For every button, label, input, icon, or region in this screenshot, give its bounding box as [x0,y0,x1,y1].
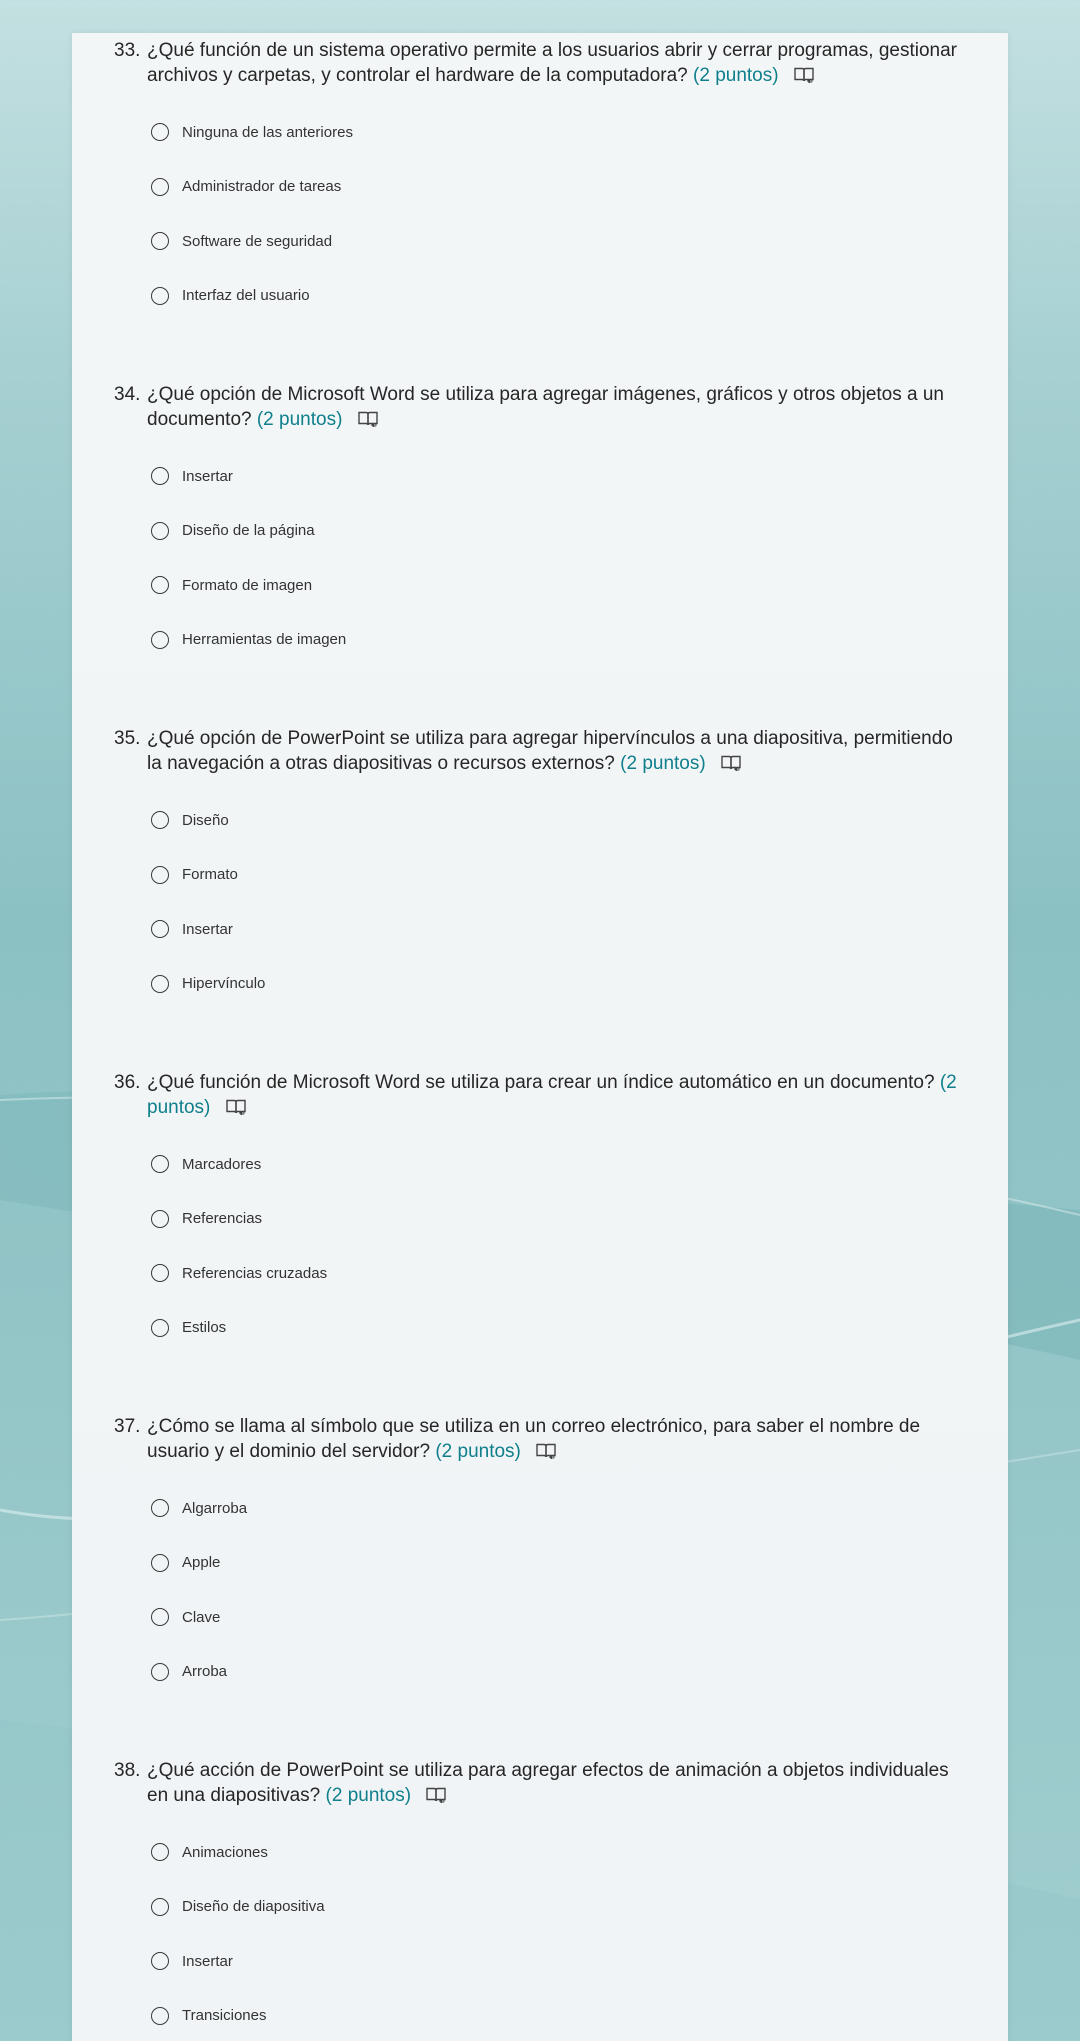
question-37 [72,1414,1008,1699]
option[interactable] [72,160,1008,215]
radio-button[interactable] [151,1210,169,1228]
option-label: Diseño [182,811,229,829]
option[interactable] [72,105,1008,160]
option[interactable] [72,1246,1008,1301]
option-label: Marcadores [182,1155,262,1173]
immersive-reader-icon[interactable] [794,66,814,91]
immersive-reader-icon[interactable] [536,1442,556,1467]
option-label: Interfaz del usuario [182,287,310,305]
radio-button[interactable] [151,1155,169,1173]
question-text: ¿Qué función de un sistema operativo permite a los usuarios abrir y cerrar programas, gestionar archivos y carpetas, y controlar el hardware de la computadora? [147,40,957,86]
radio-button[interactable] [151,1952,169,1970]
question-text: ¿Qué función de Microsoft Word se utiliza para crear un índice automático en un documento? [147,1072,935,1093]
option-label: Estilos [182,1319,227,1337]
question-number: 35. [114,728,141,749]
radio-button[interactable] [151,631,169,649]
question-number: 34. [114,384,141,405]
option[interactable] [72,1645,1008,1700]
question-text: ¿Qué opción de Microsoft Word se utiliza para agregar imágenes, gráficos y otros objetos a un documento? [147,384,944,430]
question-number: 33. [114,40,141,61]
options-list [72,1825,1008,2041]
radio-button[interactable] [151,1608,169,1626]
options-list [72,449,1008,667]
question-title [72,1414,1008,1467]
question-text: ¿Qué acción de PowerPoint se utiliza para agregar efectos de animación a objetos individuales en una diapositivas? [147,1760,949,1806]
option[interactable] [72,848,1008,903]
radio-button[interactable] [151,920,169,938]
option-label: Transiciones [182,2007,267,2025]
option[interactable] [72,1825,1008,1880]
radio-button[interactable] [151,467,169,485]
radio-button[interactable] [151,1319,169,1337]
option-label: Administrador de tareas [182,178,342,196]
option-label: Apple [182,1554,221,1572]
question-points: (2 puntos) [620,753,706,774]
question-36 [72,1070,1008,1355]
question-title [72,38,1008,91]
radio-button[interactable] [151,287,169,305]
question-title [72,1070,1008,1123]
question-points: (2 puntos) [693,65,779,86]
question-title [72,1758,1008,1811]
radio-button[interactable] [151,123,169,141]
option-label: Insertar [182,920,233,938]
option-label: Ninguna de las anteriores [182,123,353,141]
option[interactable] [72,1536,1008,1591]
option[interactable] [72,269,1008,324]
question-title [72,382,1008,435]
option[interactable] [72,902,1008,957]
radio-button[interactable] [151,1898,169,1916]
option[interactable] [72,1192,1008,1247]
option[interactable] [72,1880,1008,1935]
option[interactable] [72,1481,1008,1536]
option-label: Diseño de diapositiva [182,1898,325,1916]
radio-button[interactable] [151,522,169,540]
form-card [72,33,1008,2041]
option[interactable] [72,558,1008,613]
question-points: (2 puntos) [325,1785,412,1806]
question-text: ¿Qué opción de PowerPoint se utiliza para agregar hipervínculos a una diapositiva, permitiendo la navegación a otras diapositivas o recursos externos? [147,728,953,774]
immersive-reader-icon[interactable] [426,1786,446,1811]
option[interactable] [72,449,1008,504]
option-label: Insertar [182,1952,233,1970]
question-38 [72,1758,1008,2041]
option-label: Diseño de la página [182,522,315,540]
radio-button[interactable] [151,811,169,829]
radio-button[interactable] [151,1843,169,1861]
question-35 [72,726,1008,1011]
option-label: Software de seguridad [182,232,333,250]
option[interactable] [72,793,1008,848]
option[interactable] [72,957,1008,1012]
options-list [72,793,1008,1011]
option-label: Herramientas de imagen [182,631,347,649]
options-list [72,1481,1008,1699]
options-list [72,105,1008,323]
option-label: Formato [182,866,238,884]
option-label: Hipervínculo [182,975,266,993]
option[interactable] [72,214,1008,269]
option-label: Referencias [182,1210,263,1228]
option[interactable] [72,1989,1008,2041]
option[interactable] [72,1137,1008,1192]
option[interactable] [72,504,1008,559]
question-number: 36. [114,1072,141,1093]
option[interactable] [72,613,1008,668]
question-34 [72,382,1008,667]
radio-button[interactable] [151,1554,169,1572]
radio-button[interactable] [151,1264,169,1282]
radio-button[interactable] [151,866,169,884]
radio-button[interactable] [151,1663,169,1681]
option[interactable] [72,1934,1008,1989]
option-label: Arroba [182,1663,228,1681]
radio-button[interactable] [151,1499,169,1517]
option-label: Algarroba [182,1499,248,1517]
option-label: Referencias cruzadas [182,1264,328,1282]
radio-button[interactable] [151,178,169,196]
option-label: Insertar [182,467,233,485]
immersive-reader-icon[interactable] [721,754,741,779]
question-number: 37. [114,1416,141,1437]
radio-button[interactable] [151,576,169,594]
option-label: Clave [182,1608,221,1626]
question-number: 38. [114,1760,141,1781]
radio-button[interactable] [151,2007,169,2025]
question-points: (2 puntos) [435,1441,521,1462]
option-label: Animaciones [182,1843,268,1861]
option[interactable] [72,1590,1008,1645]
question-points: (2 puntos) [256,409,343,430]
question-title [72,726,1008,779]
option-label: Formato de imagen [182,576,313,594]
immersive-reader-icon[interactable] [226,1098,246,1123]
question-33 [72,38,1008,323]
question-text: ¿Cómo se llama al símbolo que se utiliza en un correo electrónico, para saber el nombre de usuario y el dominio del servidor? [147,1416,921,1462]
option[interactable] [72,1301,1008,1356]
radio-button[interactable] [151,232,169,250]
immersive-reader-icon[interactable] [358,410,378,435]
question-points: (2 puntos) [147,1072,957,1118]
options-list [72,1137,1008,1355]
radio-button[interactable] [151,975,169,993]
